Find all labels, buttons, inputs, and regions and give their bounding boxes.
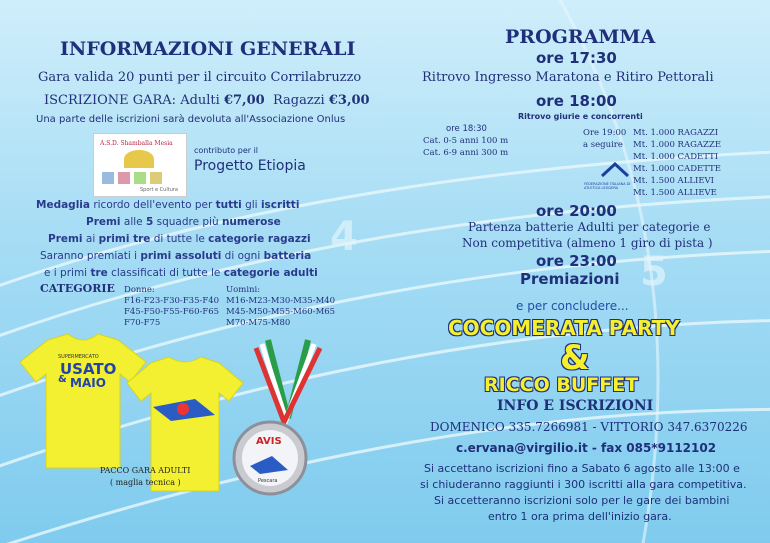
premi-squadre-line bbox=[86, 216, 281, 228]
programma-title: PROGRAMMA bbox=[505, 26, 656, 48]
txt: gli bbox=[241, 199, 261, 211]
uomini-label: Uomini: bbox=[226, 285, 261, 295]
race-1: Mt. 1.000 RAGAZZI bbox=[633, 128, 719, 138]
contributo-label: contributo per il bbox=[194, 146, 259, 155]
time-2300: ore 23:00 bbox=[536, 252, 617, 270]
txt: batteria bbox=[263, 250, 312, 262]
shirt-print-3: & bbox=[58, 374, 67, 385]
fee-kids-label: Ragazzi bbox=[272, 93, 325, 108]
note-3: Si accetteranno iscrizioni solo per le gare dei bambini bbox=[434, 494, 730, 507]
txt: ai bbox=[82, 233, 99, 245]
logo-name: A.S.D. Shamballa Mesia bbox=[100, 140, 173, 147]
logo-tile bbox=[118, 172, 130, 184]
txt: tutti bbox=[215, 199, 242, 211]
txt: Saranno premiati i bbox=[40, 250, 141, 262]
txt: ricordo dell'evento per bbox=[89, 199, 216, 211]
info-iscrizioni: INFO E ISCRIZIONI bbox=[497, 398, 654, 414]
t3-line-2: Cat. 6-9 anni 300 m bbox=[423, 148, 509, 158]
registration-fees bbox=[44, 93, 370, 108]
time-1900: Ore 19:00 bbox=[583, 128, 627, 138]
premiati-line bbox=[40, 250, 311, 262]
progetto-etiopia: Progetto Etiopia bbox=[194, 158, 306, 174]
t1-description: Ritrovo Ingresso Maratona e Ritiro Pettorali bbox=[422, 70, 714, 85]
categorie-title: CATEGORIE bbox=[40, 282, 115, 295]
txt: alle bbox=[120, 216, 146, 228]
logo-tile bbox=[134, 172, 146, 184]
cocomerata-party: COCOMERATA PARTY bbox=[448, 316, 680, 340]
txt: categorie adulti bbox=[223, 267, 318, 279]
logo-subtitle: Sport e Cultura bbox=[140, 187, 178, 193]
logo-tile bbox=[102, 172, 114, 184]
medal bbox=[228, 338, 348, 498]
fee-kids: €3,00 bbox=[328, 93, 370, 108]
txt: classificati di tutte le bbox=[107, 267, 224, 279]
shirt-print-1: SUPERMERCATO bbox=[58, 354, 99, 360]
time-1800: ore 18:00 bbox=[536, 92, 617, 110]
ricco-buffet: RICCO BUFFET bbox=[484, 374, 639, 396]
race-6: Mt. 1.500 ALLIEVE bbox=[633, 188, 717, 198]
logo-figure bbox=[124, 150, 154, 168]
uomini-line-1: M16-M23-M30-M35-M40 bbox=[226, 296, 336, 306]
race-3: Mt. 1.000 CADETTI bbox=[633, 152, 719, 162]
txt: Medaglia bbox=[36, 199, 90, 211]
info-title: INFORMAZIONI GENERALI bbox=[60, 38, 356, 60]
primi-tre-line bbox=[44, 267, 318, 279]
txt: categorie ragazzi bbox=[208, 233, 311, 245]
ampersand: & bbox=[560, 338, 590, 378]
medal-sub: Pescara bbox=[258, 478, 278, 484]
txt: tre bbox=[90, 267, 108, 279]
concludere: e per concludere... bbox=[516, 299, 629, 313]
race-5: Mt. 1.500 ALLIEVI bbox=[633, 176, 715, 186]
pacco-gara: PACCO GARA ADULTI bbox=[100, 466, 191, 475]
txt: primi tre bbox=[98, 233, 151, 245]
donne-label: Donne: bbox=[124, 285, 155, 295]
txt: Premi bbox=[48, 233, 83, 245]
time-1830: ore 18:30 bbox=[446, 124, 487, 134]
maglia-tecnica: ( maglia tecnica ) bbox=[110, 478, 181, 487]
t3-line-1: Cat. 0-5 anni 100 m bbox=[423, 136, 509, 146]
time-1730: ore 17:30 bbox=[536, 49, 617, 67]
fee-label: ISCRIZIONE GARA: Adulti bbox=[44, 93, 220, 108]
txt: iscritti bbox=[260, 199, 300, 211]
donne-line-1: F16-F23-F30-F35-F40 bbox=[124, 296, 220, 306]
svg-text:5: 5 bbox=[640, 249, 668, 295]
fee-adults: €7,00 bbox=[223, 93, 265, 108]
premiazioni: Premiazioni bbox=[520, 270, 620, 288]
txt: squadre più bbox=[153, 216, 222, 228]
medal-avis: AVIS bbox=[256, 436, 282, 447]
onlus-note: Una parte delle iscrizioni sarà devoluta all'Associazione Onlus bbox=[36, 114, 346, 125]
medaglia-line bbox=[36, 199, 299, 211]
note-4: entro 1 ora prima dell'inizio gara. bbox=[488, 510, 672, 523]
uomini-line-2: M45-M50-M55-M60-M65 bbox=[226, 307, 336, 317]
donne-line-2: F45-F50-F55-F60-F65 bbox=[124, 307, 220, 317]
circuit-line: Gara valida 20 punti per il circuito Corrilabruzzo bbox=[38, 70, 362, 85]
uomini-line-3: M70-M75-M80 bbox=[226, 318, 291, 328]
note-1: Si accettano iscrizioni fino a Sabato 6 agosto alle 13:00 e bbox=[424, 462, 740, 475]
txt: di ogni bbox=[221, 250, 264, 262]
txt: di tutte le bbox=[150, 233, 209, 245]
time-2000: ore 20:00 bbox=[536, 202, 617, 220]
race-4: Mt. 1.000 CADETTE bbox=[633, 164, 721, 174]
txt: numerose bbox=[221, 216, 281, 228]
contact-email[interactable]: c.ervana@virgilio.it - fax 085*9112102 bbox=[456, 441, 717, 455]
donne-line-3: F70-F75 bbox=[124, 318, 161, 328]
race-2: Mt. 1.000 RAGAZZE bbox=[633, 140, 722, 150]
contact-phones: DOMENICO 335.7266981 - VITTORIO 347.6370226 bbox=[430, 420, 748, 434]
shirt-print-4: MAIO bbox=[70, 376, 106, 390]
logo-tile bbox=[150, 172, 162, 184]
fidal-logo bbox=[600, 162, 630, 184]
txt: 5 bbox=[145, 216, 154, 228]
asd-logo bbox=[93, 133, 187, 197]
t5-line-2: Non competitiva (almeno 1 giro di pista ) bbox=[462, 236, 713, 250]
t5-line-1: Partenza batterie Adulti per categorie e bbox=[468, 220, 711, 234]
txt: primi assoluti bbox=[140, 250, 222, 262]
fidal-text: FEDERAZIONE ITALIANA DI ATLETICA LEGGERA bbox=[584, 182, 631, 191]
premi-ragazzi-line bbox=[48, 233, 311, 245]
svg-text:4: 4 bbox=[330, 214, 358, 260]
t2-description: Ritrovo giurie e concorrenti bbox=[518, 112, 643, 121]
a-seguire: a seguire bbox=[583, 140, 623, 150]
shirt-print-2: USATO bbox=[60, 360, 117, 378]
txt: Premi bbox=[86, 216, 121, 228]
note-2: si chiuderanno raggiunti i 300 iscritti alla gara competitiva. bbox=[420, 478, 747, 491]
txt: e i primi bbox=[44, 267, 91, 279]
